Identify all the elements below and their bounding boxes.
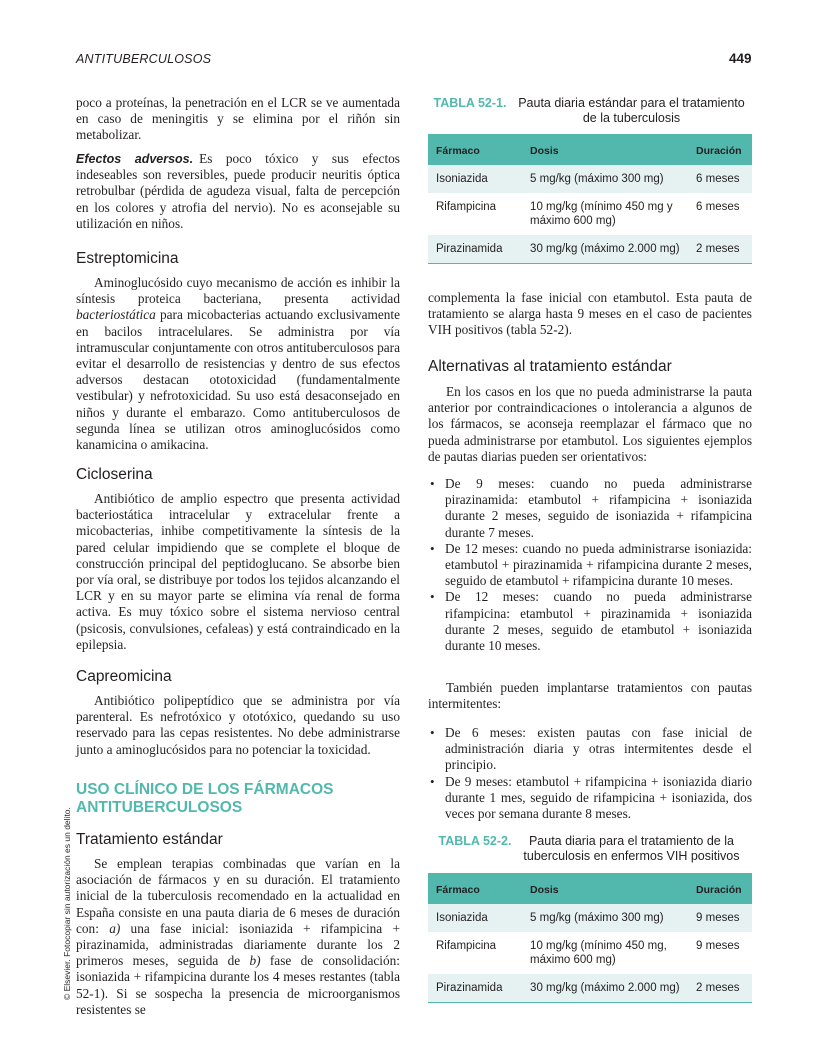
header-dosis: Dosis <box>516 135 688 165</box>
estreptomicina-italic: bacteriostática <box>76 307 156 323</box>
list-item: • De 12 meses: cuando no pueda administrarse rifampicina: etambutol + pirazinamida + isoniazida durante 2 meses, seguido de etambutol + isoniazida durante 10 meses. <box>430 589 752 654</box>
intro-paragraph: poco a proteínas, la penetración en el LCR se ve aumentada en caso de meningitis y se elimina por el riñón sin metabolizar. <box>76 95 400 143</box>
list-item: • De 9 meses: cuando no pueda administrarse pirazinamida: etambutol + rifampicina + isoniazida durante 2 meses, seguido de isoniazida + rifampicina durante 7 meses. <box>430 476 752 540</box>
cell-duration: 9 meses <box>696 940 740 952</box>
cell-duration: 2 meses <box>688 235 752 264</box>
capreomicina-text: Antibiótico polipeptídico que se administra por vía parenteral. Es nefrotóxico y ototóxico, quedando su uso reservado para las cepas resistentes. No debe administrarse junto a aminoglucósidos para no potenciar la toxicidad. <box>76 693 400 757</box>
cicloserina-text: Antibiótico de amplio espectro que presenta actividad bacteriostática intracelular y extracelular frente a micobacterias, inhibe competitivamente la síntesis de la pared celular impidiendo que se complete el bloque de construcción principal del peptidoglucano. Se absorbe bien por vía oral, se distribuye por todos los tejidos alcanzando el LCR y en su mayor parte se elimina vía renal de forma activa. Es muy tóxico sobre el sistema nervioso central (psicosis, convulsiones, cefaleas) y está contraindicado en la epilepsia. <box>76 491 400 652</box>
cell-drug: Isoniazida <box>436 173 488 185</box>
section-heading-line1: USO CLÍNICO DE LOS FÁRMACOS <box>76 781 334 798</box>
table-header-row <box>428 874 752 904</box>
list-item: • De 12 meses: cuando no pueda administrarse isoniazida: etambutol + pirazinamida + rifampicina durante 2 meses, seguido de etambutol + rifampicina durante 10 meses. <box>430 540 752 589</box>
cell-drug: Rifampicina <box>436 940 497 952</box>
table-52-1-title: Pauta diaria estándar para el tratamiento de la tuberculosis <box>518 96 745 125</box>
heading-alternativas: Alternativas al tratamiento estándar <box>428 358 672 375</box>
cell-dose: 30 mg/kg (máximo 2.000 mg) <box>516 235 688 264</box>
alternativas-block <box>428 384 752 465</box>
adverse-effects-text: Es poco tóxico y sus efectos indeseables son reversibles, puede producir neuritis óptica retrobulbar (pérdida de agudeza visual, falta de percepción en los colores y atrofia del nervio). No es aconsejable su utilización en niños. <box>76 151 400 231</box>
left-intro <box>76 95 400 144</box>
marker-b: b) <box>249 953 261 969</box>
table-52-1-grid <box>428 134 752 264</box>
list-item: • De 9 meses: etambutol + rifampicina + isoniazida diario durante 1 mes, seguido de rifampicina + isoniazida, dos veces por semana durante 8 meses. <box>430 773 752 822</box>
copyright-side-note: © Elsevier. Fotocopiar sin autorización es un delito. <box>62 807 72 1000</box>
table-row <box>428 235 752 264</box>
daily-regimen-list <box>428 476 752 654</box>
page-number: 449 <box>729 51 752 66</box>
intermitentes-text: También pueden implantarse tratamientos con pautas intermitentes: <box>428 680 752 712</box>
table-row <box>428 932 752 974</box>
table-row <box>428 165 752 193</box>
running-title: ANTITUBERCULOSOS <box>76 52 212 66</box>
table-52-1-caption <box>428 96 752 126</box>
table-52-2-caption <box>428 834 752 864</box>
tratamiento-text-3: fase de consolidación: isoniazida + rifampicina durante los 4 meses restantes (tabla 52-1). Si se sospecha la presencia de microorganismos resistentes se <box>76 953 400 1017</box>
cell-duration: 6 meses <box>696 201 740 213</box>
section-heading-line2: ANTITUBERCULOSOS <box>76 799 243 816</box>
table-row <box>428 974 752 1003</box>
intermitentes-block <box>428 680 752 712</box>
cell-dose: 30 mg/kg (máximo 2.000 mg) <box>516 974 688 1003</box>
heading-cicloserina: Cicloserina <box>76 466 153 483</box>
header-duracion: Duración <box>688 135 752 165</box>
heading-capreomicina: Capreomicina <box>76 668 172 685</box>
table-52-2 <box>428 834 752 1003</box>
estreptomicina-text-1: Aminoglucósido cuyo mecanismo de acción es inhibir la síntesis proteica bacteriana, presenta actividad <box>76 275 400 307</box>
table-52-2-label: TABLA 52-2. <box>438 834 512 848</box>
section-heading-uso-clinico <box>76 781 400 817</box>
tratamiento-text-1: Se emplean terapias combinadas que varían en la asociación de fármacos y en su duración. El tratamiento inicial de la tuberculosis recomendado en la actualidad en España consiste en una pauta diaria de 6 meses de duración con: <box>76 856 400 936</box>
cell-duration: 9 meses <box>696 912 740 924</box>
estreptomicina-block <box>76 275 400 453</box>
cicloserina-block <box>76 491 400 653</box>
list-item: • De 6 meses: existen pautas con fase inicial de administración diaria y otras intermitentes desde el principio. <box>430 725 752 773</box>
cell-drug: Pirazinamida <box>428 235 516 264</box>
cell-duration: 6 meses <box>696 173 740 185</box>
table-row <box>428 904 752 932</box>
tratamiento-block <box>76 856 400 1018</box>
header-dosis: Dosis <box>516 874 688 904</box>
table-row <box>428 193 752 235</box>
continuation-block <box>428 290 752 339</box>
cell-dose: 5 mg/kg (máximo 300 mg) <box>530 173 664 185</box>
cell-dose: 10 mg/kg (mínimo 450 mg, máximo 600 mg) <box>530 940 667 966</box>
intermittent-regimen-list <box>428 725 752 822</box>
table-52-1-label: TABLA 52-1. <box>433 96 507 110</box>
alternativas-text: En los casos en los que no pueda administrarse la pauta anterior por contraindicaciones o intolerancia a algunos de los fármacos, se aconseja reemplazar el fármaco que no pueda administrarse por etambutol. Los siguientes ejemplos de pautas diarias pueden ser orientativos: <box>428 384 752 464</box>
header-farmaco: Fármaco <box>428 874 516 904</box>
capreomicina-block <box>76 693 400 758</box>
header-duracion: Duración <box>688 874 752 904</box>
adverse-effects-block <box>76 151 400 232</box>
heading-estreptomicina: Estreptomicina <box>76 250 179 267</box>
cell-drug: Rifampicina <box>436 201 497 213</box>
cell-dose: 10 mg/kg (mínimo 450 mg y máximo 600 mg) <box>530 201 673 227</box>
table-52-1 <box>428 96 752 264</box>
marker-a: a) <box>109 920 121 936</box>
cell-drug: Pirazinamida <box>428 974 516 1003</box>
cell-dose: 5 mg/kg (máximo 300 mg) <box>530 912 664 924</box>
table-52-2-title: Pauta diaria para el tratamiento de la tuberculosis en enfermos VIH positivos <box>523 834 740 863</box>
tratamiento-text-2: una fase inicial: isoniazida + rifampicina + pirazinamida, administradas diariamente durante los 2 primeros meses, seguida de <box>76 920 400 969</box>
cell-duration: 2 meses <box>688 974 752 1003</box>
adverse-effects-label: Efectos adversos. <box>76 152 194 166</box>
heading-tratamiento-estandar: Tratamiento estándar <box>76 831 223 848</box>
header-farmaco: Fármaco <box>428 135 516 165</box>
table-header-row <box>428 135 752 165</box>
cell-drug: Isoniazida <box>436 912 488 924</box>
estreptomicina-text-2: para micobacterias actuando exclusivamente en bacilos intracelulares. Se administra por vía intramuscular conjuntamente con otros antituberculosos para evitar el desarrollo de resistencias y dentro de sus efectos adversos destacan ototoxicidad (fundamentalmente vestibular) y nefrotoxicidad. Su uso está desaconsejado en niños y durante el embarazo. Como antituberculosos de segunda línea se utilizan otros aminoglucósidos como kanamicina o amikacina. <box>76 307 400 453</box>
table-52-2-grid <box>428 873 752 1003</box>
continuation-paragraph: complementa la fase inicial con etambutol. Esta pauta de tratamiento se alarga hasta 9 meses en el caso de pacientes VIH positivos (tabla 52-2). <box>428 290 752 338</box>
